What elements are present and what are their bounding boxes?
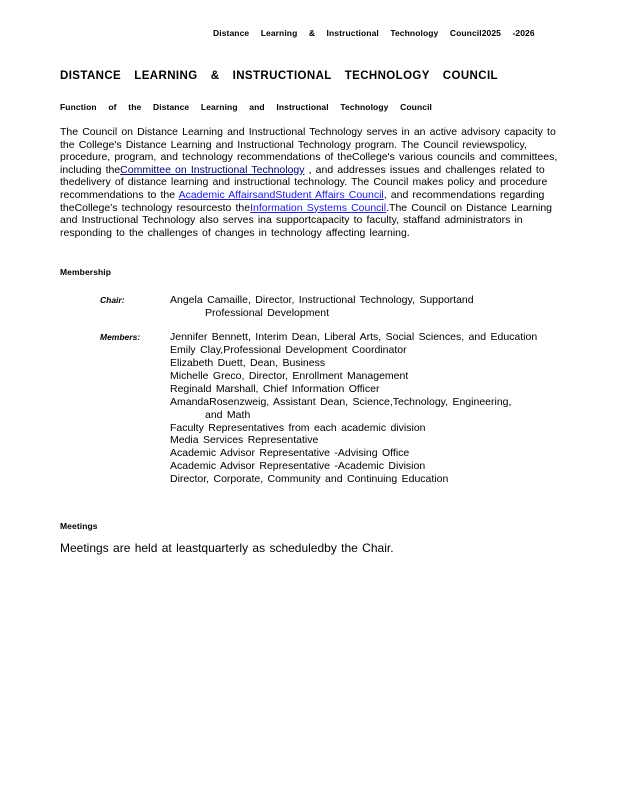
paragraph-text: The Council on Distance Learning and Instructional Technology serves in an active advisory capacity to the College's Distance Learning and Instructional Technology program. The Council reviewspolicy, procedure, program, and technology recommendations of theCollege's various councils and committees, including the: [60, 126, 558, 176]
meetings-text: Meetings are held at leastquarterly as scheduledby the Chair.: [60, 541, 394, 556]
member-line: Jennifer Bennett, Interim Dean, Liberal Arts, Social Sciences, and Education: [170, 331, 538, 344]
paragraph-text: .The Council on Distance Learning and Instructional Technology also serves ina supportcapacity to faculty, staffand administrators in responding to the challenges of changes in technology affecting learning.: [60, 201, 553, 239]
chair-line: Angela Camaille, Director, Instructional Technology, Supportand: [170, 294, 474, 307]
function-paragraph: [60, 126, 566, 239]
link-information-systems-council[interactable]: Information Systems Council: [250, 201, 387, 214]
link-academic-affairs-student-affairs-council[interactable]: Academic AffairsandStudent Affairs Council: [178, 188, 384, 201]
chair-label: Chair:: [100, 295, 125, 306]
page-header: Distance Learning & Instructional Technology Council2025 -2026: [213, 28, 535, 38]
member-line: Academic Advisor Representative -Advising Office: [170, 447, 410, 460]
chair-line: Professional Development: [205, 307, 330, 320]
paragraph-text: , and addresses issues and challenges related to thedelivery of distance learning and instructional technology. The Council makes policy and procedure recommendations to the: [60, 163, 548, 201]
paragraph-text: , and recommendations regarding theCollege's technology resourcesto the: [60, 188, 545, 214]
member-line: Faculty Representatives from each academic division: [170, 421, 426, 434]
member-line: Media Services Representative: [170, 434, 319, 447]
chair-row: [60, 294, 565, 320]
members-list: [170, 331, 565, 486]
member-line: Michelle Greco, Director, Enrollment Management: [170, 369, 409, 382]
membership-heading: Membership: [60, 267, 112, 278]
member-line: Academic Advisor Representative -Academic Division: [170, 460, 426, 473]
document-title: DISTANCE LEARNING & INSTRUCTIONAL TECHNOLOGY COUNCIL: [60, 70, 498, 82]
member-line: Director, Corporate, Community and Continuing Education: [170, 473, 449, 486]
member-line: Emily Clay,Professional Development Coordinator: [170, 344, 407, 357]
member-line: Elizabeth Duett, Dean, Business: [170, 356, 326, 369]
member-line: Reginald Marshall, Chief Information Officer: [170, 382, 380, 395]
member-line-wrap: and Math: [205, 408, 251, 421]
chair-value: [170, 294, 565, 320]
link-committee-on-instructional-technology[interactable]: Committee on Instructional Technology: [120, 163, 305, 176]
meetings-heading: Meetings: [60, 521, 98, 532]
members-label: Members:: [100, 332, 141, 343]
member-line: AmandaRosenzweig, Assistant Dean, Science,Technology, Engineering,: [170, 395, 512, 408]
function-heading: Function of the Distance Learning and Instructional Technology Council: [60, 102, 432, 112]
members-row: [60, 331, 565, 486]
